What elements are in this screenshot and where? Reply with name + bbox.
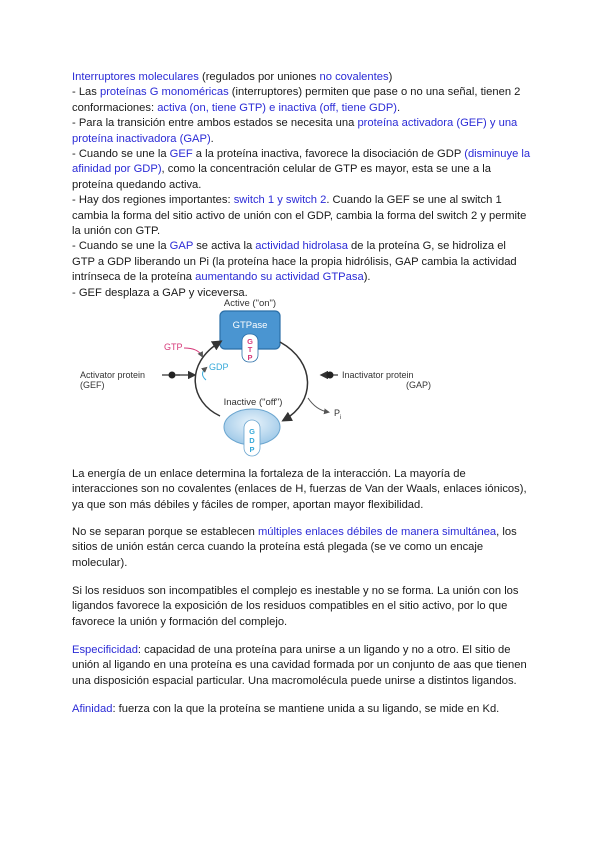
- p5-line-1: [72, 702, 532, 717]
- text-span: - Las: [72, 86, 100, 99]
- paragraph-afinidad: [72, 702, 532, 717]
- intro-line-3: [72, 101, 532, 116]
- text-span: No se separan porque se establecen: [72, 526, 258, 538]
- paragraph-especificidad: [72, 643, 532, 689]
- gdp-letter-d: D: [249, 436, 255, 445]
- pi-subscript: i: [340, 415, 342, 421]
- p2-line-3: molecular).: [72, 556, 128, 569]
- active-label: Active ("on"): [223, 298, 277, 309]
- p1-line-1: La energía de un enlace determina la fortaleza de la interacción. La mayoría de: [72, 468, 466, 480]
- intro-line-13: GTP a GDP liberando un Pi (la proteína hace la propia hidrólisis, GAP cambia la actividad: [72, 255, 517, 268]
- gdp-out-arrow: [203, 368, 207, 380]
- intro-line-4: [72, 116, 532, 131]
- p1-line-2: interacciones son no covalentes (enlaces de H, fuerzas de Van der Waals, enlaces iónicos),: [72, 483, 527, 496]
- activator-dot: [169, 372, 176, 379]
- gtp-in-arrow: [184, 348, 202, 356]
- paragraph-enlaces: [72, 525, 532, 571]
- text-span: , los: [496, 526, 517, 538]
- text-span: ).: [363, 271, 371, 284]
- gdp-letter-p: P: [249, 445, 255, 454]
- text-span: (interruptores) permiten que pase o no una señal, tienen 2: [228, 86, 521, 99]
- gtpase-label: GTPase: [232, 320, 268, 331]
- term-especificidad: Especificidad: [72, 644, 138, 656]
- text-span: . Cuando la GEF se une al switch 1: [326, 194, 502, 207]
- text-span: .: [210, 132, 214, 145]
- intro-line-11: la unión con GTP.: [72, 225, 161, 238]
- text-span: de la proteína G, se hidroliza el: [347, 240, 506, 253]
- p2-line-2: sitios de unión están cerca cuando la proteína está plegada (se ve como un encaje: [72, 541, 484, 554]
- inactivation-arrow: [280, 342, 308, 420]
- intro-line-14: [72, 270, 532, 285]
- highlight-span: actividad hidrolasa: [255, 240, 348, 253]
- p3-line-3: favorece la unión y formación del complejo.: [72, 615, 288, 628]
- intro-line-9: [72, 193, 532, 208]
- paragraph-residuos: [72, 584, 532, 630]
- highlight-span: múltiples enlaces débiles de manera simultánea: [257, 526, 497, 538]
- intro-line-2: [72, 85, 532, 100]
- p1-line-3: ya que son más débiles y fáciles de romper, aportan mayor flexibilidad.: [72, 498, 424, 511]
- activator-label: Activator protein: [80, 370, 146, 380]
- gtp-letter-t: T: [247, 345, 253, 354]
- gap-label: (GAP): [406, 380, 432, 390]
- p3-line-2: ligandos favorece la exposición de los residuos compatibles en el sitio activo, por lo que: [72, 600, 508, 613]
- intro-line-6: [72, 147, 532, 162]
- gdp-label: GDP: [209, 362, 229, 372]
- p3-line-1: Si los residuos son incompatibles el complejo es inestable y no se forma. La unión con los: [72, 585, 519, 597]
- highlight-span: GAP: [169, 240, 194, 253]
- text-span: - Cuando se une la: [72, 148, 170, 161]
- highlight-span: no covalentes: [319, 71, 389, 83]
- inactive-label: Inactive ("off"): [223, 397, 283, 408]
- inactivator-dot: [327, 372, 334, 379]
- intro-line-1: [72, 70, 532, 85]
- text-span: - Para la transición entre ambos estados se necesita una: [72, 117, 358, 130]
- gtpase-cycle-figure: [72, 294, 462, 464]
- highlight-span: afinidad por GDP): [72, 163, 162, 176]
- intro-line-15: - GEF desplaza a GAP y viceversa.: [72, 286, 248, 299]
- paragraph-energia: [72, 467, 532, 513]
- text-span: a la proteína inactiva, favorece la disociación de GDP: [192, 148, 465, 161]
- intro-line-5: [72, 132, 532, 147]
- text-span: conformaciones:: [72, 101, 158, 114]
- text-span: , como la concentración celular de GTP es mayor, esta se une a la: [161, 163, 491, 176]
- highlight-span: aumentando su actividad GTPasa: [195, 271, 364, 284]
- title-interruptores: Interruptores moleculares: [72, 71, 199, 83]
- p4-line-1: [72, 643, 532, 658]
- term-afinidad: Afinidad: [72, 703, 113, 715]
- text-span: se activa la: [193, 240, 256, 253]
- p4-line-3: una disposición espacial particular. Una macromolécula puede unirse a distintos ligandos.: [72, 674, 517, 687]
- text-span: : capacidad de una proteína para unirse a un ligando y no a otro. El sitio de: [137, 644, 511, 656]
- highlight-span: switch 1 y switch 2: [233, 194, 327, 207]
- text-span: - Cuando se une la: [72, 240, 170, 253]
- gtp-letter-g: G: [247, 337, 253, 346]
- intro-line-7: [72, 162, 532, 177]
- gtp-letter-p: P: [247, 353, 253, 362]
- text-span: .: [397, 101, 401, 114]
- gtp-label: GTP: [164, 342, 183, 352]
- pi-release-arrow: [308, 398, 328, 412]
- highlight-span: proteína inactivadora (GAP): [72, 132, 211, 145]
- text-span: : fuerza con la que la proteína se mantiene unida a su ligando, se mide en Kd.: [112, 703, 500, 715]
- gtpase-cycle-diagram: [72, 294, 462, 464]
- inactivator-label: Inactivator protein: [342, 370, 414, 380]
- p2-line-1: [72, 525, 532, 540]
- text-span: intrínseca de la proteína: [72, 271, 196, 284]
- intro-line-8: proteína quedando activa.: [72, 178, 202, 191]
- highlight-span: activa (on, tiene GTP) e inactiva (off, tiene GDP): [157, 101, 398, 114]
- intro-section: [72, 70, 532, 301]
- highlight-span: proteína activadora (GEF) y una: [357, 117, 518, 130]
- activation-arrow: [195, 342, 220, 416]
- highlight-span: (disminuye la: [464, 148, 531, 161]
- pi-main: P: [334, 408, 341, 418]
- text-span: (regulados por uniones: [198, 71, 320, 83]
- intro-line-12: [72, 239, 532, 254]
- intro-line-10: cambia la forma del sitio activo de unión con el GDP, cambia la forma del switch 2 y permite: [72, 209, 527, 222]
- gdp-letter-g: G: [249, 427, 255, 436]
- pi-label: [334, 408, 341, 421]
- highlight-span: GEF: [169, 148, 193, 161]
- text-span: ): [388, 71, 393, 83]
- gef-label: (GEF): [80, 380, 105, 390]
- p4-line-2: unión al ligando en una proteína es una cavidad formada por un conjunto de aas que tienen: [72, 659, 527, 672]
- highlight-span: proteínas G monoméricas: [99, 86, 229, 99]
- text-span: - Hay dos regiones importantes:: [72, 194, 234, 207]
